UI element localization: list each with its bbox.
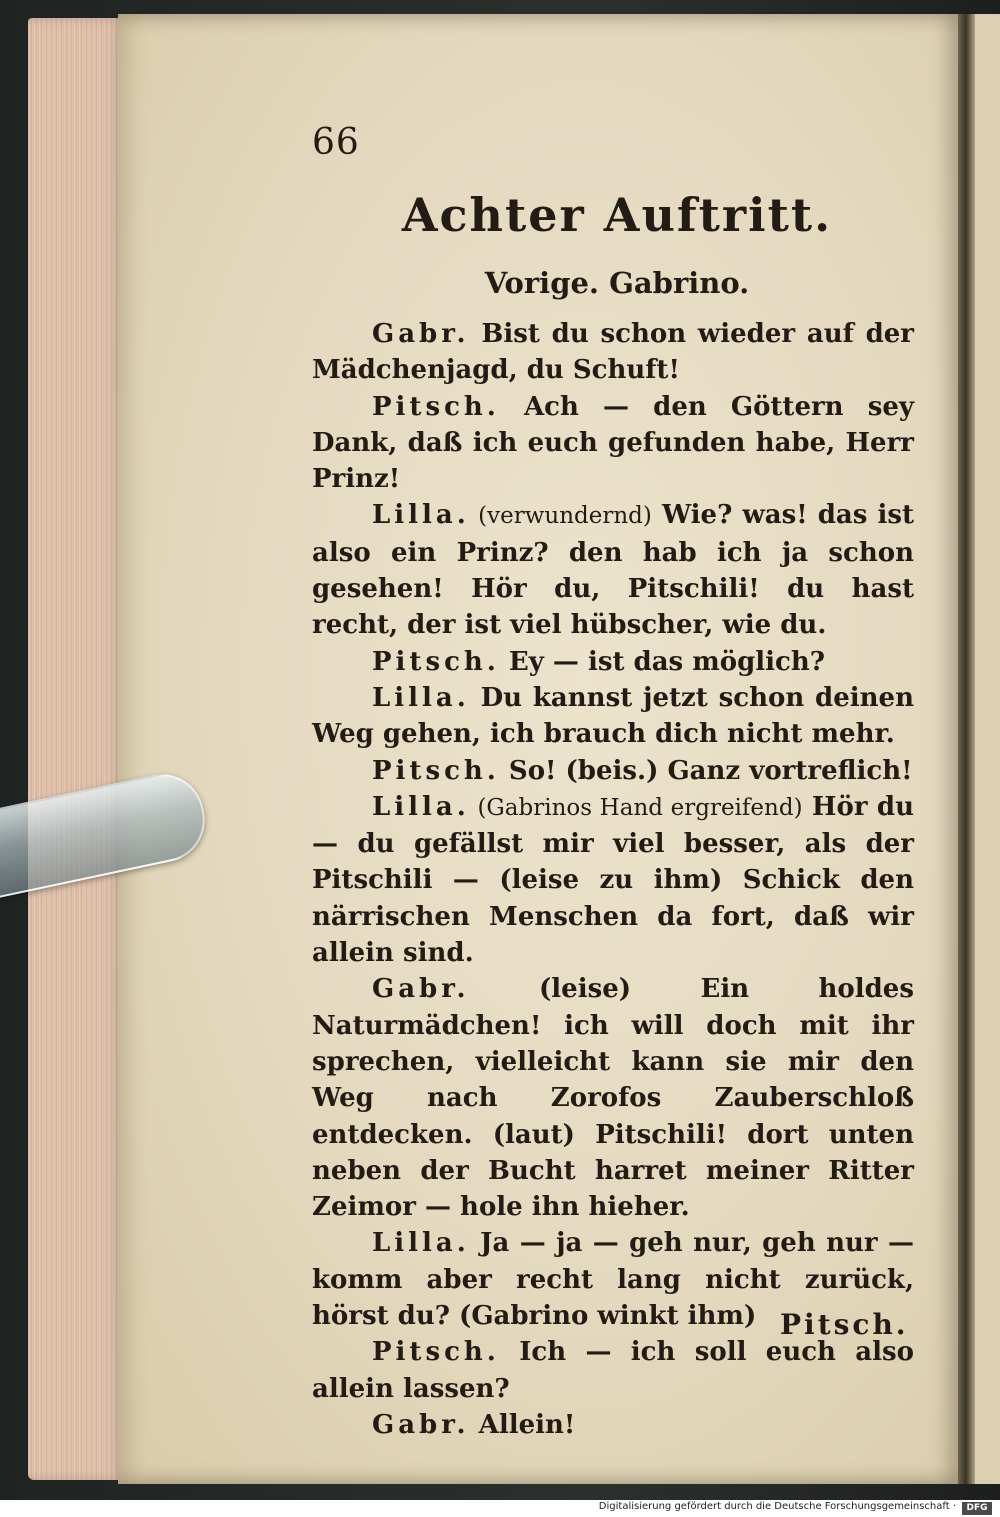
dialogue-text: (leise) Ein holdes Naturmädchen! ich will doch mit ihr sprechen, vielleicht kann sie mir den Weg nach Zorofos Zauberschloß entdecken. (laut) Pitschili! dort unten neben der Bucht harret meiner Ritter Zeimor — hole ihn hieher.	[312, 974, 914, 1223]
dialogue-paragraph	[312, 644, 914, 680]
dialogue-paragraph	[312, 316, 914, 389]
dialogue-paragraph	[312, 680, 914, 753]
dialogue-paragraph	[312, 971, 914, 1225]
dialogue-paragraph	[312, 389, 914, 498]
speaker-name: Lilla.	[372, 500, 470, 531]
dialogue-text: Allein!	[469, 1409, 576, 1440]
dialogue-text: Ich — ich soll euch also allein lassen?	[312, 1337, 914, 1404]
speaker-name: Pitsch.	[372, 1337, 500, 1368]
stage-direction: (Gabrinos Hand ergreifend)	[469, 794, 803, 821]
dialogue-text: Hör du — du gefällst mir viel besser, als der Pitschili — (leise zu ihm) Schick den närrischen Menschen da fort, daß wir allein sind.	[312, 791, 914, 969]
dialogue-text: So! (beis.) Ganz vortreflich!	[499, 755, 913, 786]
dialogue-paragraph	[312, 753, 914, 789]
speaker-name: Lilla.	[372, 682, 470, 713]
speaker-name: Lilla.	[372, 1228, 470, 1259]
speaker-name: Pitsch.	[372, 755, 500, 786]
dialogue-text: Bist du schon wieder auf der Mädchenjagd, du Schuft!	[312, 319, 914, 386]
dialogue-text: Du kannst jetzt schon deinen Weg gehen, ich brauch dich nicht mehr.	[312, 682, 914, 750]
speaker-name: Pitsch.	[372, 391, 500, 422]
speaker-name: Gabr.	[372, 319, 470, 349]
dialogue-paragraph	[312, 1334, 914, 1407]
scene-heading: Achter Auftritt.	[401, 188, 833, 242]
speaker-name: Pitsch.	[372, 646, 500, 677]
dfg-logo: DFG	[962, 1502, 992, 1515]
dialogue-text: Ey — ist das möglich?	[499, 646, 826, 677]
speaker-name: Gabr.	[372, 974, 470, 1005]
footer-credit: Digitalisierung gefördert durch die Deutsche Forschungsgemeinschaft ·	[598, 1501, 956, 1512]
speaker-name: Gabr.	[372, 1409, 470, 1440]
dialogue-text: Ja — ja — geh nur, geh nur — komm aber recht lang nicht zurück, hörst du? (Gabrino winkt ihm)	[312, 1228, 914, 1332]
dialogue-text: Wie? was! das ist also ein Prinz? den hab ich ja schon gesehen! Hör du, Pitschili! du hast recht, der ist viel hübscher, wie du.	[312, 500, 914, 641]
catchword: Pitsch.	[780, 1308, 909, 1341]
page-number: 66	[312, 122, 360, 163]
dialogue-body	[312, 316, 914, 1443]
dialogue-text: Ach — den Göttern sey Dank, daß ich euch gefunden habe, Herr Prinz!	[312, 391, 914, 495]
speaker-name: Lilla.	[372, 791, 470, 822]
dialogue-paragraph	[312, 789, 914, 971]
stage-direction: (verwundernd)	[469, 503, 652, 530]
dialogue-paragraph	[312, 497, 914, 643]
scene-characters: Vorige. Gabrino.	[484, 266, 750, 300]
dialogue-paragraph	[312, 1407, 914, 1443]
